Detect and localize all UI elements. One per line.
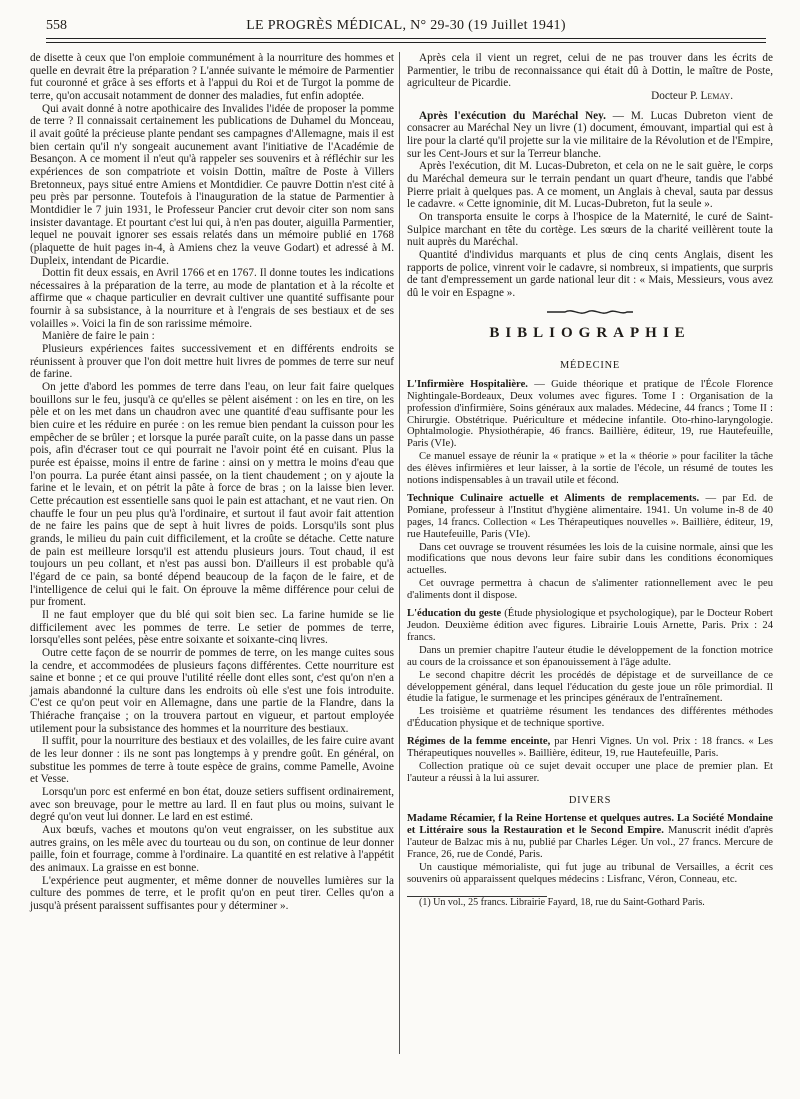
footnote: (1) Un vol., 25 francs. Librairie Fayard, 18, rue du Saint-Gothard Paris. <box>419 896 705 908</box>
entry-summary: Cet ouvrage permettra à chacun de s'alimenter rationnellement avec le peu d'aliments dont il dispose. <box>407 578 773 602</box>
article-heading: Après l'exécution du Maréchal Ney. <box>419 109 606 122</box>
header-rule <box>46 38 766 39</box>
author-signature: Docteur P. Lemay. <box>651 89 733 102</box>
entry-title: L'éducation du geste <box>407 608 502 620</box>
bibliography-title: BIBLIOGRAPHIE <box>489 325 691 342</box>
entry-summary: Ce manuel essaye de réunir la « pratique » et la « théorie » pour faciliter la tâche des élèves infirmières et leur laisser, à la sortie de l'école, un résumé de toutes les notions indispensables à un travail utile et fécond. <box>407 451 773 487</box>
entry-text: (Étude physiologique et psychologique), par le Docteur Robert Jeudon. Deuxième édition avec figures. Librairie Louis Arnette, Paris. Prix : 24 francs. <box>407 608 773 643</box>
right-column <box>407 52 773 908</box>
entry-title: Régimes de la femme enceinte, <box>407 736 551 748</box>
entry-title: Technique Culinaire actuelle et Aliments de remplacements. <box>407 492 700 504</box>
entry-summary: Le second chapitre décrit les procédés de dépistage et de surveillance de ce développement général, dans lequel l'éducation du geste joue un rôle primordial. Il étudie la fatigue, le surmenage et les principes généraux de l'entraînement. <box>407 669 773 705</box>
left-column <box>30 52 394 913</box>
left-paragraph: Dottin fit deux essais, en Avril 1766 et en 1767. Il donne toutes les indications nécessaires à la préparation de la terre, au mode de plantation et à la récolte et affirme que « chaque particulier en devrait cultiver une quantité suffisante pour fournir à sa subsistance, à la nourriture et à l'engrais de ses bestiaux et de ses volailles ». Voici la fin de son rarissime mémoire. <box>30 267 394 330</box>
column-divider <box>399 52 400 1054</box>
article-paragraph: Après l'exécution, dit M. Lucas-Dubreton, et cela on ne le sait guère, le corps du Maréchal demeura sur le terrain pendant un quart d'heure, tandis que l'abbé Pierre priait à quelques pas. A ce moment, un Anglais à cheval, sauta par dessus le cadavre. « Cette ignominie, dit M. Lucas-Dubreton, fut la seule ». <box>407 160 773 211</box>
bibliography-entry <box>407 736 773 785</box>
section-ornament <box>407 307 773 317</box>
bibliography-entry <box>407 379 773 487</box>
signature-prefix: Docteur P. <box>651 89 698 102</box>
bibliography-entry <box>407 608 773 730</box>
article-lead: — M. Lucas Dubreton vient de consacrer au Maréchal Ney un livre (1) document, émouvant, impartial qui est à lire pour la clarté qu'il projette sur la vie militaire de la Révolution et de l'Empire, sur les Cent-Jours et sur la Terreur blanche. <box>407 109 773 160</box>
left-paragraph: Il ne faut employer que du blé qui soit bien sec. La farine humide se lie difficilement avec les pommes de terre. Le setier de pommes de terre, lorsqu'elles sont pelées, pèse entre soixante et soixante-cinq livres. <box>30 608 394 647</box>
bibliography-entry <box>407 493 773 602</box>
entry-summary: Les troisième et quatrième résument les tendances des différentes méthodes d'Éducation physique et de technique sportive. <box>407 706 773 730</box>
left-paragraph: Manière de faire le pain : <box>42 330 155 343</box>
entry-summary: Dans un premier chapitre l'auteur étudie le développement de la fonction motrice au cours de la croissance et son épanouissement à l'âge adulte. <box>407 644 773 668</box>
entry-summary: Un caustique mémorialiste, qui fut juge au tribunal de Versailles, a écrit ces souvenirs où apparaissent quelques médecins : Lisfranc, Véron, Conneau, etc. <box>407 862 773 885</box>
flourish-ornament-icon <box>545 307 635 317</box>
bibliography-entry <box>407 813 773 885</box>
entry-text: par Henri Vignes. Un vol. Prix : 18 francs. « Les Thérapeutiques nouvelles ». Baillière, éditeur, 19, rue Hautefeuille, Paris. <box>407 736 774 760</box>
left-paragraph: Il suffit, pour la nourriture des bestiaux et des volailles, de les faire cuire avant de les leur donner : ils ne sont pas longtemps à y prendre goût. En général, on substitue les pommes de terre à toute espèce de grains, comme Pamelle, Avoine et Vesse. <box>30 735 394 786</box>
running-title: LE PROGRÈS MÉDICAL, N° 29-30 (19 Juillet 1941) <box>246 18 566 33</box>
intro-paragraph: Après cela il vient un regret, celui de ne pas trouver dans les écrits de Parmentier, le tribu de reconnaissance qui était dû à Dottin, le maître de Poste, agriculteur de Picardie. <box>407 52 773 90</box>
article-lead-paragraph <box>407 110 773 161</box>
left-paragraph: Lorsqu'un porc est enfermé en bon état, douze setiers suffisent ordinairement, avec son breuvage, pour le mettre au lard. Il en faut plus ou moins, suivant le degré qu'on veut lui donner. Le lard en est estimé. <box>30 786 394 824</box>
left-paragraph: Qui avait donné à notre apothicaire des Invalides l'idée de proposer la pomme de terre ? Il connaissait certainement les publications de Duhamel du Monceau, il avait goûté la précieuse plante pendant ses campagnes d'Allemagne, mais il est bien certain qu'il n'y songeait aucunement avant l'initiative de l'Académie de Besançon. A ce moment il n'eut qu'à rappeler ses souvenirs et à réfléchir sur les expériences de son compatriote et voisin Dottin, maître de Poste à Villers Bretonneux, pays situé entre Amiens et Montdidier. Ce pauvre Dottin n'est cité à peu près par personne. Toutefois à l'inauguration de la statue de Parmentier à Montdidier le 7 juin 1931, le Professeur Pancier crut devoir citer son nom sans insister davantage. Et pourtant c'est lui qui, à n'en pas douter, aiguilla Parmentier, lequel ne pouvait ignorer ses essais relatés dans un mémoire publié en 1768 (plaquette de huit pages in-4, à Amiens chez la veuve Godart) et adressé à M. Dupleix, intendant de Picardie. <box>30 102 394 267</box>
entry-summary: Dans cet ouvrage se trouvent résumées les lois de la cuisine normale, ainsi que les modifications que nous devons leur faire subir dans les conditions économiques actuelles. <box>407 541 773 577</box>
entry-text: Manuscrit inédit d'après l'auteur de Balzac mis à nu, publié par Charles Léger. Un vol., 27 francs. Mercure de France, 26, rue de Condé, Paris. <box>407 825 773 861</box>
entry-text: — par Ed. de Pomiane, professeur à l'Institut d'hygiène alimentaire. 1941. Un volume in-8 de 40 pages, 14 francs. Collection « Les Thérapeutiques nouvelles ». Baillière, éditeur, 19, rue Hautefeuille, Paris (VIe). <box>407 492 773 540</box>
article-paragraph: On transporta ensuite le corps à l'hospice de la Maternité, le curé de Saint-Sulpice marchant en tête du cortège. Les sœurs de la charité veillèrent toute la nuit auprès du Maréchal. <box>407 210 773 249</box>
left-paragraph: On jette d'abord les pommes de terre dans l'eau, on leur fait faire quelques bouillons sur le feu, jusqu'à ce qu'elles se pèlent aisément : on les en tire, on les pèle et on les met dans un chaudron avec une quantité d'eau suffisante pour les bien cuire et les réduire en purée : on les remue bien pendant la cuisson pour les empêcher de se brûler ; et lorsque la purée paraît cuite, on la passe dans un passe pois, afin d'écraser tout ce qui pourrait ne l'avoir point été en cuisant. Plus la purée est épaisse, moins il entre de farine : ainsi on y mettra le moins d'eau que l'on pourra. La purée étant ainsi passée, on la tient chaudement ; on y ajoute la farine et le levain, et on pétrit la pâte à force de bras ; on la laisse bien lever. Cette précaution est essentielle sans quoi le pain est attachant, et ne vaut rien. On chauffe le four un peu plus qu'à l'ordinaire, et surtout il faut avoir fait attention de ne faire les pains que de sept à huit livres de poids. Lorsqu'ils sont plus grands, le milieu du pain cuit difficilement, et la croûte se détache. Cette nature de pain est meilleure lorsqu'il est attendu plusieurs jours. Tout chaud, il est toujours un peu collant, et n'est pas aussi bon. D'ailleurs il est probable qu'à l'égard de ce pain, sa bonté dépend beaucoup de la façon de le faire, et de l'intelligence de celui qui le fait. On éprouve la même différence pour celui de pur froment. <box>30 381 394 609</box>
page-number: 558 <box>46 18 67 33</box>
left-paragraph: de disette à ceux que l'on emploie communément à la nourriture des hommes et quelle en devrait être la préparation ? L'année suivante le mémoire de Parmentier fut couronné et grâce à ses efforts et à l'appui du Roi et de Turgot la pomme de terre, qu'on accusait notamment de donner des maladies, fut enfin adoptée. <box>30 52 394 102</box>
divers-heading: DIVERS <box>568 794 612 806</box>
entry-summary: Collection pratique où ce sujet devait occuper une place de premier plan. Et l'auteur a réussi à la lui assurer. <box>407 760 773 784</box>
left-paragraph: Plusieurs expériences faites successivement et en différents endroits se réunissent à prouver que l'on doit mettre huit livres de pommes de terre sur neuf de farine. <box>30 343 394 381</box>
left-paragraph: Aux bœufs, vaches et moutons qu'on veut engraisser, on les substitue aux autres grains, on les mêle avec du tourteau ou du son, on continue de leur donner paille, foin et fourrage, comme à l'ordinaire. La quantité en est relative à l'appétit des animaux. La graisse en est bonne. <box>30 824 394 874</box>
entry-text: — Guide théorique et pratique de l'École Florence Nightingale-Bordeaux, Deux volumes avec figures. Tome I : Organisation de la profession d'infirmière, Soins généraux aux malades. Médecine, 44 francs ; Tome II : Chirurgie. Obstétrique. Puériculture et médecine infantile. Oto-rhino-laryngologie. Ophtalmologie. Physiothérapie, 46 francs. Baillière, éditeur, 19, rue Hautefeuille, Paris (VIe). <box>407 378 774 450</box>
left-paragraph: L'expérience peut augmenter, et même donner de nouvelles lumières sur la culture des pommes de terre, et le profit qu'on en peut tirer. Celles qu'on a jusqu'à présent paraissent suffisantes pour y déterminer ». <box>30 874 394 912</box>
page-header <box>46 18 766 38</box>
signature-name: Lemay <box>700 89 731 102</box>
left-paragraph: Outre cette façon de se nourrir de pommes de terre, on les mange cuites sous la cendre, et accommodées de plusieurs façons différentes. Cette nourriture est saine et bonne ; et ce qui prouve l'utilité réelle dont elles sont, c'est qu'on n'en a jamais abandonné la culture dans les endroits où elle s'est une fois introduite. C'est ce qu'on peut voir en Allemagne, dans une partie de la Flandre, dans la Thiérache française ; on la trouvera partout en vigueur, et partout employée utilement pour la subsistance des hommes et la nourriture des bestiaux. <box>30 646 394 735</box>
medecine-heading: MÉDECINE <box>559 360 621 372</box>
header-rule-thin <box>46 42 766 43</box>
entry-title: Madame Récamier, f la Reine Hortense et quelques autres. La Société Mondaine et Littéraire sous la Restauration et le Second Empire. <box>407 813 773 837</box>
entry-title: L'Infirmière Hospitalière. <box>407 378 528 390</box>
article-paragraph: Quantité d'individus marquants et plus de cinq cents Anglais, disent les rapports de police, vinrent voir le cadavre, si nombreux, si impatients, que surpris de tant d'empressement un garde national leur dit : « Mais, Messieurs, vous avez dû le voir en Espagne ». <box>407 248 773 299</box>
